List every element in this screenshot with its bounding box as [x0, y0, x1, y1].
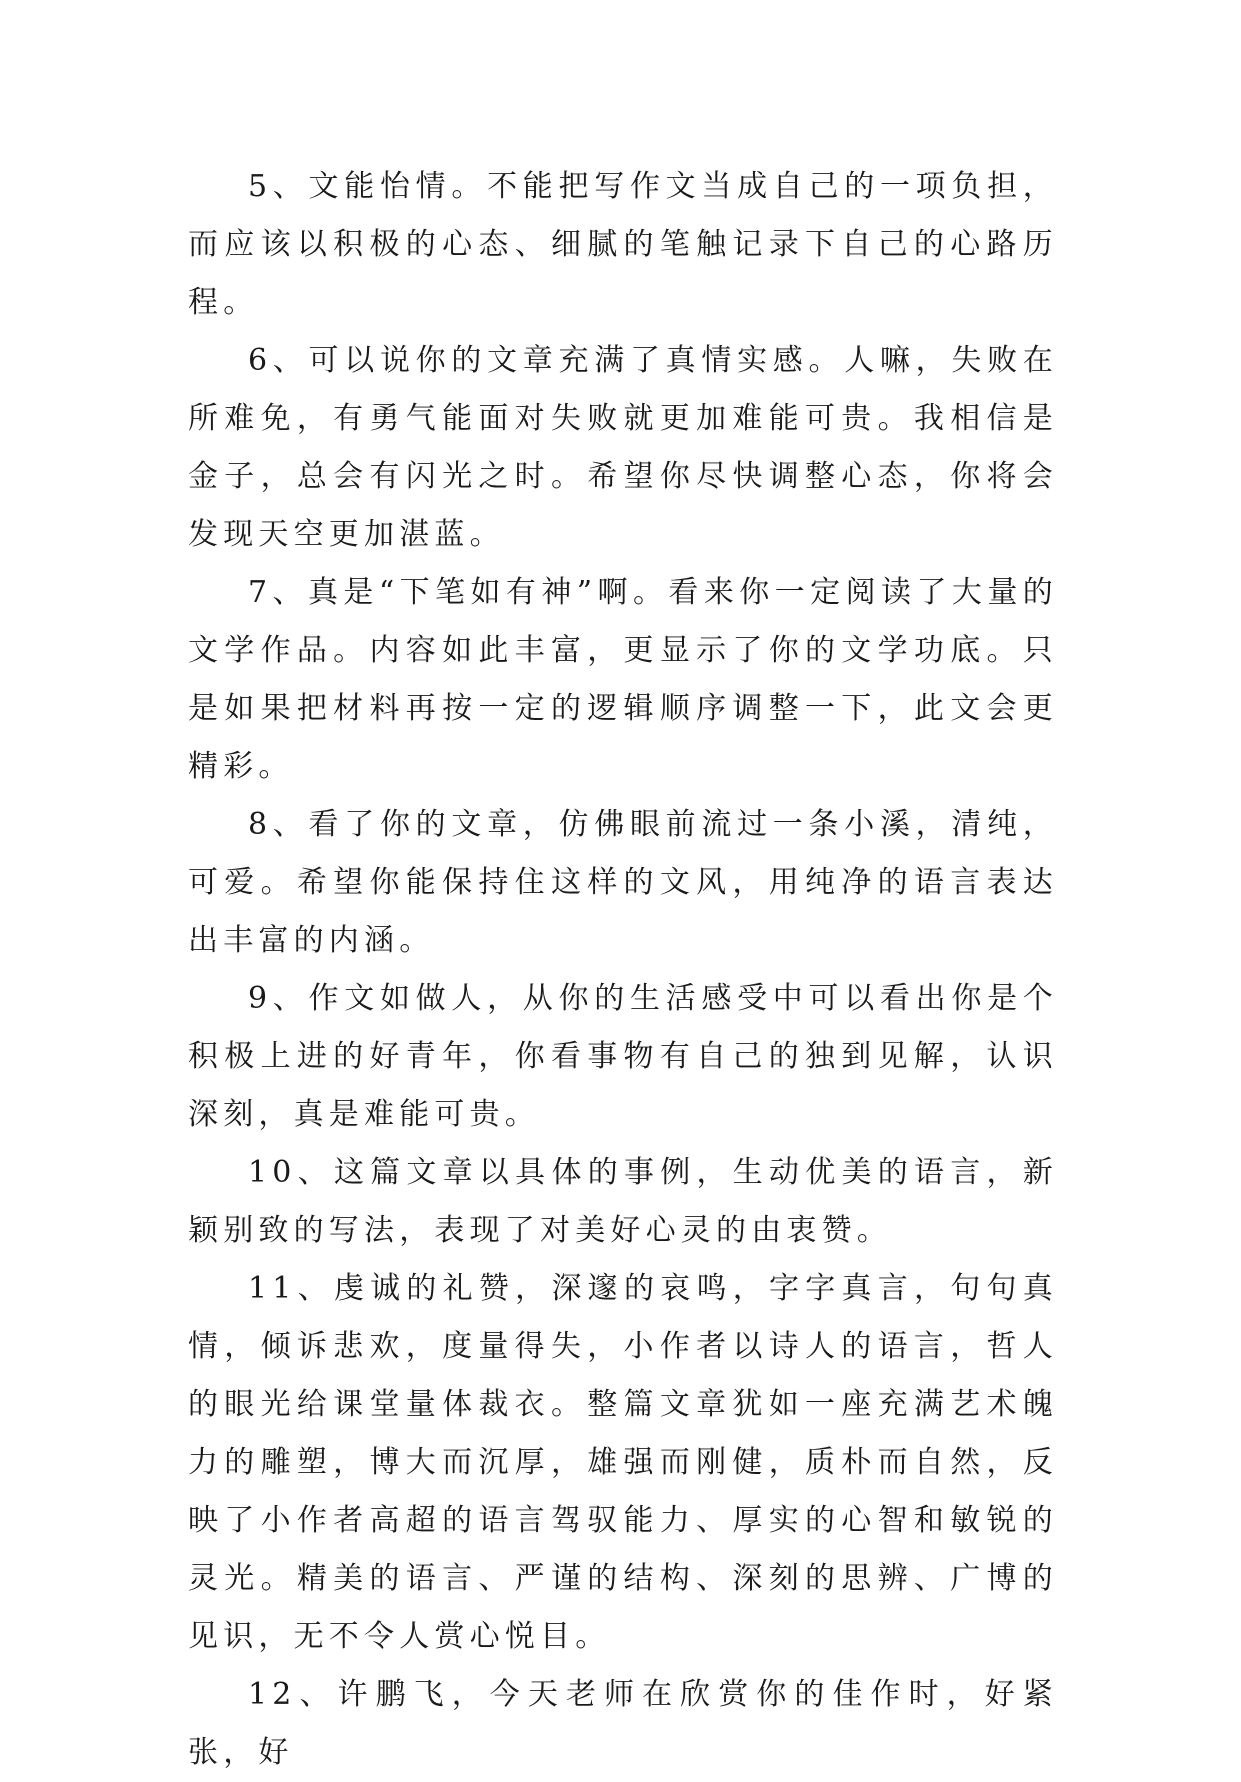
- paragraph-item-7: 7、真是“下笔如有神”啊。看来你一定阅读了大量的文学作品。内容如此丰富，更显示了你的文学功底。只是如果把材料再按一定的逻辑顺序调整一下，此文会更精彩。: [188, 575, 1058, 784]
- paragraph-item-11: 11、虔诚的礼赞，深邃的哀鸣，字字真言，句句真情，倾诉悲欢，度量得失，小作者以诗人的语言，哲人的眼光给课堂量体裁衣。整篇文章犹如一座充满艺术魄力的雕塑，博大而沉厚，雄强而刚健，质朴而自然，反映了小作者高超的语言驾驭能力、厚实的心智和敏锐的灵光。精美的语言、严谨的结构、深刻的思辨、广博的见识，无不令人赏心悦目。: [188, 1271, 1058, 1654]
- paragraph-item-12: 12、许鹏飞，今天老师在欣赏你的佳作时，好紧张，好: [188, 1677, 1058, 1770]
- paragraph-item-9: 9、作文如做人，从你的生活感受中可以看出你是个积极上进的好青年，你看事物有自己的独到见解，认识深刻，真是难能可贵。: [188, 981, 1058, 1132]
- document-body: [188, 158, 1058, 1782]
- paragraph-item-8: 8、看了你的文章，仿佛眼前流过一条小溪，清纯，可爱。希望你能保持住这样的文风，用纯净的语言表达出丰富的内涵。: [188, 807, 1058, 958]
- paragraph-item-10: 10、这篇文章以具体的事例，生动优美的语言，新颖别致的写法，表现了对美好心灵的由衷赞。: [188, 1155, 1058, 1248]
- paragraph-item-6: 6、可以说你的文章充满了真情实感。人嘛，失败在所难免，有勇气能面对失败就更加难能可贵。我相信是金子，总会有闪光之时。希望你尽快调整心态，你将会发现天空更加湛蓝。: [188, 343, 1058, 552]
- paragraph-item-5: 5、文能怡情。不能把写作文当成自己的一项负担，而应该以积极的心态、细腻的笔触记录下自己的心路历程。: [188, 169, 1058, 320]
